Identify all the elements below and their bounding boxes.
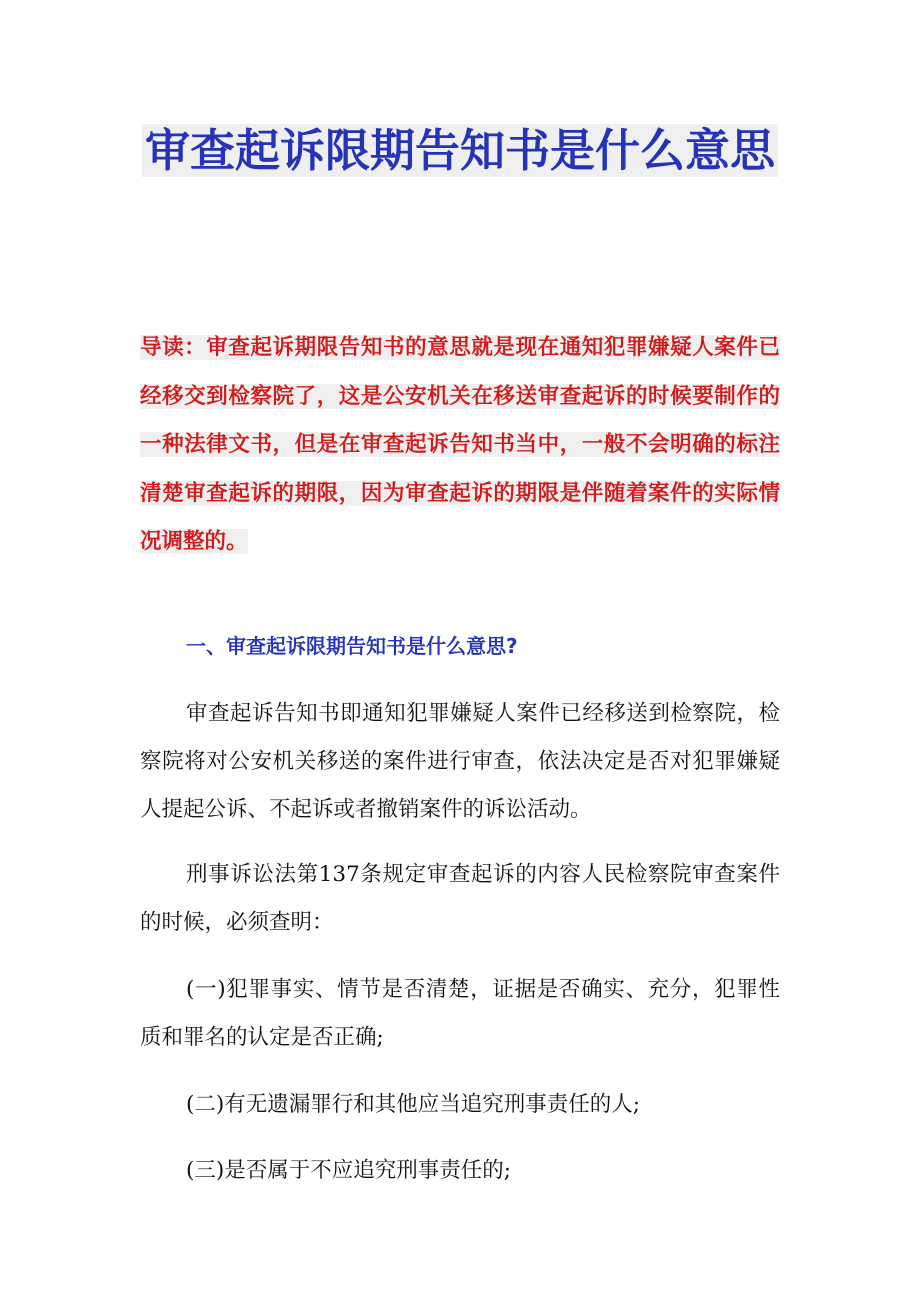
body-paragraph: 刑事诉讼法第137条规定审查起诉的内容人民检察院审查案件的时候，必须查明： — [140, 862, 780, 935]
intro-paragraph — [140, 324, 780, 567]
body-paragraph: (三)是否属于不应追究刑事责任的; — [186, 1158, 512, 1183]
intro-text: 导读：审查起诉期限告知书的意思就是现在通知犯罪嫌疑人案件已经移交到检察院了，这是公安机关在移送审查起诉的时候要制作的一种法律文书，但是在审查起诉告知书当中，一般不会明确的标注清楚审查起诉的期限，因为审查起诉的期限是伴随着案件的实际情况调整的。 — [140, 335, 780, 554]
body-paragraph: 审查起诉告知书即通知犯罪嫌疑人案件已经移送到检察院，检察院将对公安机关移送的案件进行审查，依法决定是否对犯罪嫌疑人提起公诉、不起诉或者撤销案件的诉讼活动。 — [140, 701, 780, 822]
body-paragraph: (二)有无遗漏罪行和其他应当追究刑事责任的人; — [186, 1092, 641, 1117]
page-title-text: 审查起诉限期告知书是什么意思 — [142, 124, 778, 177]
body-paragraph: (一)犯罪事实、情节是否清楚，证据是否确实、充分，犯罪性质和罪名的认定是否正确; — [140, 977, 780, 1050]
page-title — [140, 118, 780, 184]
section-heading: 一、审查起诉限期告知书是什么意思? — [186, 634, 518, 658]
